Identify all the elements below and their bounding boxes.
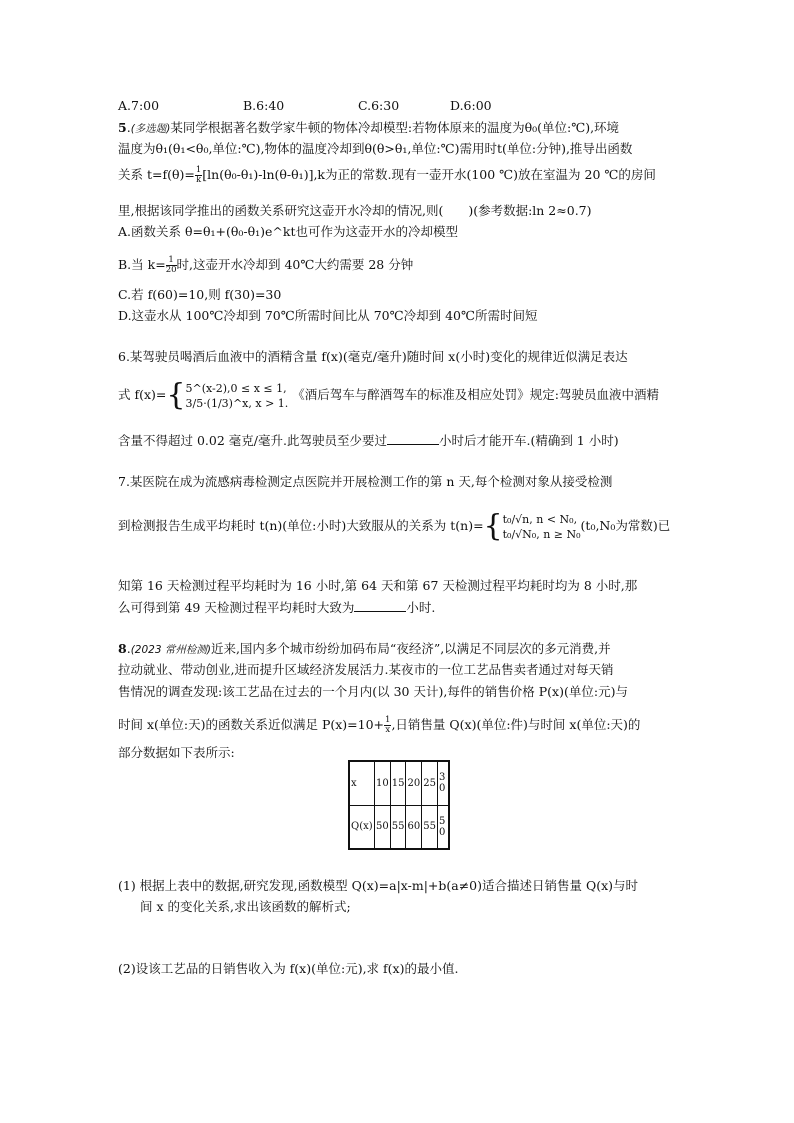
q6-line2-post: 《酒后驾车与醉酒驾车的标准及相应处罚》规定:驾驶员血液中酒精 (292, 387, 659, 402)
q7-case2: t₀/√N₀, n ≥ N₀ (502, 527, 581, 541)
q8-line2: 拉动就业、带动创业,进而提升区域经济发展活力.某夜市的一位工艺品售卖者通过对每天销 (118, 662, 614, 677)
q7-cases (503, 512, 581, 542)
q8-frac-den: x (385, 725, 391, 735)
q5-option-d[interactable]: D.这壶水从 100℃冷却到 70℃所需时间比从 70℃冷却到 40℃所需时间短 (118, 308, 538, 323)
q6-brace: { (166, 377, 186, 413)
q6-cases (185, 381, 288, 411)
q6-answer-blank[interactable] (387, 432, 439, 445)
q6-line3-post: 小时后才能开车.(精确到 1 小时) (438, 433, 619, 448)
q8-line3: 售情况的调查发现:该工艺品在过去的一个月内(以 30 天计),每件的销售价格 P(x)(单位:元)与 (118, 684, 628, 699)
q7-line2-post: (t₀,N₀为常数)已 (580, 518, 671, 533)
q4-option-c[interactable]: C.6:30 (358, 98, 400, 113)
table-cell: 55 (390, 805, 406, 849)
q5-tag: (多选题) (130, 123, 171, 135)
table-row (349, 805, 449, 849)
q5-line4: 里,根据该同学推出的函数关系研究这壶开水冷却的情况,则( )(参考数据:ln 2≈0.7) (118, 203, 592, 218)
q8-line5: 部分数据如下表所示: (118, 745, 235, 760)
q4-option-b[interactable]: B.6:40 (243, 98, 285, 113)
q8-number: 8 (118, 641, 127, 656)
q7-line4-post: 小时. (406, 600, 436, 615)
q5-line1: 5.(多选题)某同学根据著名数学家牛顿的物体冷却模型:若物体原来的温度为θ₀(单位:℃),环境 (118, 120, 620, 135)
q7-line2-pre: 到检测报告生成平均耗时 t(n)(单位:小时)大致服从的关系为 t(n)= (118, 518, 484, 533)
q5-frac-num: 1 (195, 165, 202, 175)
table-cell: 25 (422, 761, 438, 805)
q5-line3-post: [ln(θ₀-θ₁)-ln(θ-θ₁)],k为正的常数.现有一壶开水(100 ℃)放在室温为 20 ℃的房间 (202, 167, 656, 182)
q7-answer-blank[interactable] (354, 599, 406, 612)
table-cell: Q(x) (349, 805, 375, 849)
q8-tag: (2023 常州检测) (130, 644, 211, 656)
q6-line3-pre: 含量不得超过 0.02 毫克/毫升.此驾驶员至少要过 (118, 433, 387, 448)
q8-stem-1: 近来,国内多个城市纷纷加码布局“夜经济”,以满足不同层次的多元消费,并 (210, 641, 611, 656)
q6-line2-pre: 式 f(x)= (118, 387, 167, 402)
table-cell: 60 (406, 805, 422, 849)
table-cell: 30 (437, 761, 449, 805)
q5-option-a[interactable]: A.函数关系 θ=θ₁+(θ₀-θ₁)e^kt也可作为这壶开水的冷却模型 (118, 224, 459, 239)
q6-case2-post: , x > 1. (248, 396, 289, 410)
q8-sub2: (2)设该工艺品的日销售收入为 f(x)(单位:元),求 f(x)的最小值. (118, 961, 459, 976)
q8-line4-post: ,日销售量 Q(x)(单位:件)与时间 x(单位:天)的 (391, 717, 641, 732)
table-cell: 20 (406, 761, 422, 805)
table-cell: 55 (422, 805, 438, 849)
q6-case1: 5^(x-2),0 ≤ x ≤ 1, (185, 381, 287, 395)
q8-line4-pre: 时间 x(单位:天)的函数关系近似满足 P(x)=10+ (118, 717, 385, 732)
q8-data-table (348, 760, 450, 850)
q5-stem-1: 某同学根据著名数学家牛顿的物体冷却模型:若物体原来的温度为θ₀(单位:℃),环境 (170, 120, 620, 135)
q5-line2: 温度为θ₁(θ₁<θ₀,单位:℃),物体的温度冷却到θ(θ>θ₁,单位:℃)需用时t(单位:分钟),推导出函数 (118, 141, 633, 156)
q5-option-b-frac-num: 1 (166, 256, 177, 266)
q5-line3-pre: 关系 t=f(θ)= (118, 167, 195, 182)
table-cell: x (349, 761, 375, 805)
q4-option-d[interactable]: D.6:00 (450, 98, 492, 113)
q5-frac-den: k (195, 175, 202, 185)
q5-option-b-post: 时,这壶开水冷却到 40℃大约需要 28 分钟 (176, 257, 414, 272)
table-cell: 50 (375, 805, 391, 849)
q8-frac-num: 1 (385, 715, 391, 725)
q7-line3: 知第 16 天检测过程平均耗时为 16 小时,第 64 天和第 67 天检测过程平均耗时均为 8 小时,那 (118, 578, 638, 593)
q8-line1: 8.(2023 常州检测)近来,国内多个城市纷纷加码布局“夜经济”,以满足不同层次的多元消费,并 (118, 641, 611, 656)
q5-option-b-pre: B.当 k= (118, 257, 166, 272)
q7-line4 (118, 599, 435, 616)
q5-option-b[interactable] (118, 256, 413, 275)
q6-line3 (118, 432, 619, 449)
q5-option-b-fraction (166, 256, 177, 275)
q8-sub1-line1: (1) 根据上表中的数据,研究发现,函数模型 Q(x)=a|x-m|+b(a≠0)适合描述日销售量 Q(x)与时 (118, 878, 639, 893)
q5-option-c[interactable]: C.若 f(60)=10,则 f(30)=30 (118, 287, 282, 302)
q4-options (118, 98, 492, 114)
table-cell: 10 (375, 761, 391, 805)
table-row (349, 761, 449, 805)
q7-line1: 7.某医院在成为流感病毒检测定点医院并开展检测工作的第 n 天,每个检测对象从接受检测 (118, 474, 613, 489)
q6-line1: 6.某驾驶员喝酒后血液中的酒精含量 f(x)(毫克/毫升)随时间 x(小时)变化的规律近似满足表达 (118, 349, 628, 364)
q7-line4-pre: 么可得到第 49 天检测过程平均耗时大致为 (118, 600, 355, 615)
q7-case1: t₀/√n, n < N₀, (502, 512, 578, 526)
q5-line3 (118, 166, 656, 185)
q6-line2 (118, 378, 659, 412)
table-cell: 15 (390, 761, 406, 805)
q4-option-a[interactable]: A.7:00 (118, 98, 160, 113)
table-cell: 50 (437, 805, 449, 849)
q7-brace: { (483, 508, 503, 544)
q5-number: 5 (118, 120, 127, 135)
q8-sub1-line2: 间 x 的变化关系,求出该函数的解析式; (140, 899, 351, 914)
q6-case2-pre: 3/5·(1/3)^x (185, 396, 249, 410)
q7-line2 (118, 508, 670, 544)
q5-option-b-frac-den: 20 (165, 265, 177, 275)
q8-line4 (118, 716, 640, 735)
